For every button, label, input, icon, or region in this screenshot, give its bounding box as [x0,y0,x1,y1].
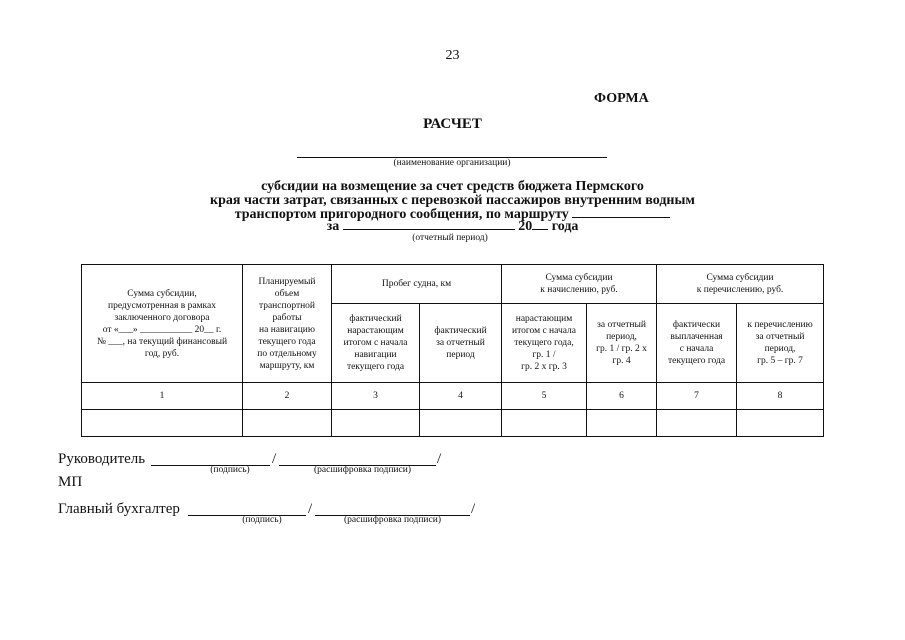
head-label: Руководитель [58,451,146,467]
group-header-transfer [657,265,824,304]
column-2-header [243,265,332,383]
page-number: 23 [445,48,460,63]
column-number: 4 [420,383,502,410]
form-label: ФОРМА [594,91,649,106]
col8-line: за отчетный [755,332,805,342]
col5-line: гр. 1 / [532,350,556,360]
column-number: 7 [657,383,737,410]
column-number: 8 [737,383,824,410]
document-title: РАСЧЕТ [423,116,482,132]
column-1-header [82,265,243,383]
col2-line: объем [274,288,300,299]
col2-line: Планируемый [258,276,316,287]
column-5-header [502,304,587,383]
column-number: 1 [82,383,243,410]
organization-caption: (наименование организации) [393,158,511,168]
col7-line: выплаченная [670,332,723,342]
col1-line: Сумма субсидии, [127,288,197,299]
route-blank [572,217,670,218]
head-separator-end: / [437,451,442,467]
col6-line: за отчетный [597,320,646,330]
col3-line: итогом с начала [343,338,408,348]
col5-line: нарастающим [515,314,573,324]
col1-line: предусмотренная в рамках [107,300,216,311]
group-header-mileage: Пробег судна, км [332,265,502,304]
data-cell[interactable] [82,410,243,437]
col2-line: транспортной [258,300,316,311]
head-decoding-caption: (расшифровка подписи) [314,465,411,475]
subsidy-heading-line-1: субсидии на возмещение за счет средств бюджета Пермского [261,179,644,194]
column-6-header [587,304,657,383]
mp-label: МП [58,474,83,490]
column-number: 5 [502,383,587,410]
period-blank [343,229,515,230]
column-number: 6 [587,383,657,410]
col6-line: гр. 1 / гр. 2 x [596,344,647,354]
data-cell[interactable] [332,410,420,437]
accrual-line: Сумма субсидии [545,273,613,283]
col3-line: нарастающим [347,326,404,336]
column-number: 3 [332,383,420,410]
column-7-header [657,304,737,383]
column-number: 2 [243,383,332,410]
head-signature-caption: (подпись) [210,465,250,475]
col1-line: заключенного договора [114,312,210,323]
col7-line: текущего года [667,356,726,366]
column-4-header [420,304,502,383]
col5-line: итогом с начала [511,326,577,336]
accrual-line: к начислению, руб. [540,285,618,295]
col5-line: текущего года, [514,338,574,348]
col4-line: фактический [434,326,487,336]
year-blank [532,229,548,230]
group-header-accrual [502,265,657,304]
col1-line: год, руб. [144,348,180,359]
col6-line: гр. 4 [612,356,631,366]
transfer-line: Сумма субсидии [706,273,774,283]
period-year-prefix: 20 [518,219,533,234]
subsidy-heading-line-2: края части затрат, связанных с перевозкой пассажиров внутренним водным [210,193,695,208]
col8-line: к перечислению [747,320,813,330]
chief-separator-end: / [471,501,476,517]
col8-line: гр. 5 – гр. 7 [757,356,803,366]
column-3-header [332,304,420,383]
col1-line: от «___» ___________ 20__ г. [102,324,222,335]
col4-line: за отчетный [436,338,485,348]
period-prefix: за [326,219,340,234]
data-cell[interactable] [587,410,657,437]
col6-line: период, [606,332,637,342]
period-year-suffix: года [551,219,579,234]
col2-line: текущего года [258,336,316,347]
period-line [0,219,905,234]
transfer-line: к перечислению, руб. [696,285,784,295]
col7-line: фактически [672,320,721,330]
organization-blank-line [297,149,607,158]
subsidy-calculation-table [81,264,824,437]
data-cell[interactable] [243,410,332,437]
col2-line: на навигацию [259,324,315,335]
col3-line: фактический [349,314,402,324]
col4-line: период [446,350,475,360]
col8-line: период, [764,344,796,354]
chief-decoding-caption: (расшифровка подписи) [344,515,441,525]
route-label: транспортом пригородного сообщения, по маршруту [234,207,569,222]
period-caption: (отчетный период) [412,233,488,243]
data-cell[interactable] [502,410,587,437]
col2-line: работы [272,312,302,323]
col5-line: гр. 2 x гр. 3 [521,362,567,372]
col2-line: по отдельному [257,348,317,359]
col2-line: маршруту, км [259,360,315,371]
col1-line: № ___, на текущий финансовый [96,336,228,347]
head-separator: / [272,451,277,467]
chief-accountant-label: Главный бухгалтер [58,501,180,517]
col7-line: с начала [679,344,714,354]
data-cell[interactable] [420,410,502,437]
column-8-header [737,304,824,383]
data-cell[interactable] [737,410,824,437]
data-cell[interactable] [657,410,737,437]
col3-line: навигации [354,350,397,360]
chief-signature-caption: (подпись) [242,515,282,525]
chief-separator: / [308,501,313,517]
col3-line: текущего года [346,362,405,372]
